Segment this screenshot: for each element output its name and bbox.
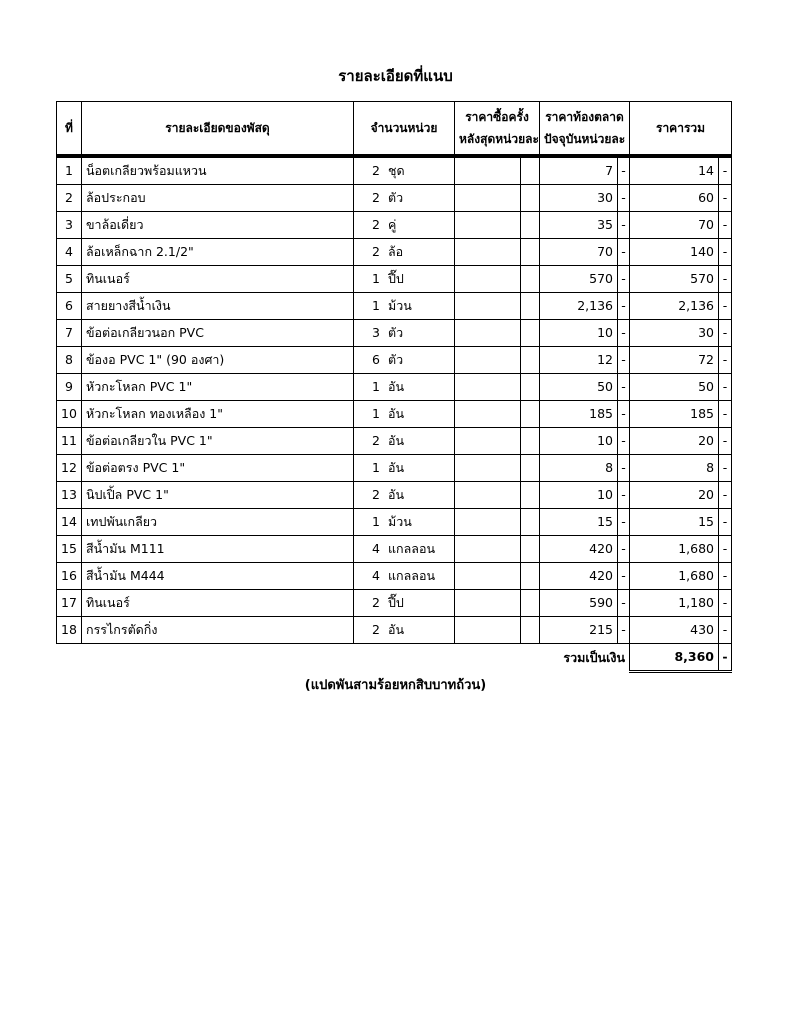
row-total-dash: -: [719, 563, 732, 590]
quantity-value: 2: [372, 487, 380, 502]
item-description: ขาล้อเดี่ยว: [82, 212, 354, 239]
quantity-unit: ม้วน: [388, 298, 412, 313]
row-total-dash: -: [719, 320, 732, 347]
quantity-unit: ปี๊ป: [388, 595, 404, 610]
item-description: สีน้ำมัน M444: [82, 563, 354, 590]
row-total-value: 140: [630, 239, 719, 266]
table-row: [57, 239, 732, 266]
item-description: เทปพันเกลียว: [82, 509, 354, 536]
table-row: [57, 374, 732, 401]
market-price-dash: -: [618, 320, 630, 347]
table-row: [57, 320, 732, 347]
row-number: 9: [57, 374, 82, 401]
market-price-value: 215: [540, 617, 618, 644]
row-total-value: 570: [630, 266, 719, 293]
market-price-dash: -: [618, 374, 630, 401]
table-row: [57, 536, 732, 563]
quantity-value: 3: [372, 325, 380, 340]
row-number: 13: [57, 482, 82, 509]
row-total-dash: -: [719, 158, 732, 185]
row-total-dash: -: [719, 455, 732, 482]
last-price-fraction: [521, 428, 540, 455]
row-total-value: 14: [630, 158, 719, 185]
row-number: 8: [57, 347, 82, 374]
market-price-dash: -: [618, 536, 630, 563]
last-price-fraction: [521, 266, 540, 293]
item-quantity: [354, 509, 455, 536]
market-price-value: 10: [540, 428, 618, 455]
row-total-value: 50: [630, 374, 719, 401]
summary-dash: -: [719, 644, 732, 672]
quantity-unit: ชุด: [388, 163, 405, 178]
row-total-dash: -: [719, 509, 732, 536]
last-price-value: [455, 347, 521, 374]
last-price-value: [455, 374, 521, 401]
last-price-value: [455, 509, 521, 536]
item-description: ข้อต่อเกลียวนอก PVC: [82, 320, 354, 347]
last-price-value: [455, 239, 521, 266]
summary-label: รวมเป็นเงิน: [563, 649, 626, 665]
item-description: ข้อต่อตรง PVC 1": [82, 455, 354, 482]
quantity-value: 2: [372, 595, 380, 610]
quantity-unit: ล้อ: [388, 244, 404, 259]
row-total-value: 20: [630, 482, 719, 509]
quantity-unit: ตัว: [388, 352, 404, 367]
row-total-dash: -: [719, 482, 732, 509]
quantity-value: 2: [372, 217, 380, 232]
last-price-value: [455, 293, 521, 320]
items-table: [56, 101, 732, 673]
market-price-dash: -: [618, 563, 630, 590]
market-price-dash: -: [618, 590, 630, 617]
row-total-dash: -: [719, 374, 732, 401]
item-quantity: [354, 239, 455, 266]
quantity-value: 2: [372, 244, 380, 259]
item-description: สายยางสีน้ำเงิน: [82, 293, 354, 320]
market-price-value: 185: [540, 401, 618, 428]
row-number: 14: [57, 509, 82, 536]
last-price-value: [455, 617, 521, 644]
last-price-fraction: [521, 563, 540, 590]
market-price-dash: -: [618, 509, 630, 536]
table-row: [57, 617, 732, 644]
quantity-unit: ปี๊ป: [388, 271, 404, 286]
row-number: 2: [57, 185, 82, 212]
market-price-dash: -: [618, 455, 630, 482]
table-row: [57, 509, 732, 536]
header-market-price-line1: ราคาท้องตลาด: [545, 110, 624, 124]
market-price-dash: -: [618, 266, 630, 293]
quantity-value: 1: [372, 514, 380, 529]
market-price-value: 30: [540, 185, 618, 212]
quantity-value: 1: [372, 379, 380, 394]
header-market-price-line2: ปัจจุบันหน่วยละ: [544, 132, 626, 146]
item-description: ข้องอ PVC 1" (90 องศา): [82, 347, 354, 374]
header-description: รายละเอียดของพัสดุ: [82, 102, 354, 156]
row-total-dash: -: [719, 536, 732, 563]
market-price-dash: -: [618, 185, 630, 212]
row-number: 6: [57, 293, 82, 320]
quantity-unit: คู่: [388, 217, 397, 232]
quantity-unit: อัน: [388, 622, 405, 637]
item-description: ทินเนอร์: [82, 266, 354, 293]
last-price-value: [455, 320, 521, 347]
last-price-fraction: [521, 536, 540, 563]
item-quantity: [354, 347, 455, 374]
quantity-unit: ม้วน: [388, 514, 412, 529]
last-price-fraction: [521, 293, 540, 320]
last-price-value: [455, 401, 521, 428]
quantity-unit: อัน: [388, 433, 405, 448]
item-description: กรรไกรตัดกิ่ง: [82, 617, 354, 644]
header-market-price: [540, 102, 630, 156]
header-row: [57, 102, 732, 156]
table-row: [57, 185, 732, 212]
quantity-unit: แกลลอน: [388, 541, 435, 556]
table-row: [57, 455, 732, 482]
row-number: 10: [57, 401, 82, 428]
row-total-value: 15: [630, 509, 719, 536]
row-total-value: 430: [630, 617, 719, 644]
row-total-dash: -: [719, 347, 732, 374]
item-description: ข้อต่อเกลียวใน PVC 1": [82, 428, 354, 455]
table-row: [57, 428, 732, 455]
header-no: ที่: [57, 102, 82, 156]
summary-total: 8,360: [630, 644, 719, 672]
last-price-fraction: [521, 482, 540, 509]
quantity-unit: อัน: [388, 487, 405, 502]
market-price-dash: -: [618, 158, 630, 185]
market-price-value: 12: [540, 347, 618, 374]
table-row: [57, 158, 732, 185]
market-price-dash: -: [618, 347, 630, 374]
item-description: สีน้ำมัน M111: [82, 536, 354, 563]
item-quantity: [354, 563, 455, 590]
item-quantity: [354, 482, 455, 509]
row-total-dash: -: [719, 239, 732, 266]
last-price-fraction: [521, 320, 540, 347]
market-price-value: 420: [540, 563, 618, 590]
last-price-value: [455, 185, 521, 212]
header-total: ราคารวม: [630, 102, 732, 156]
table-row: [57, 293, 732, 320]
item-description: หัวกะโหลก ทองเหลือง 1": [82, 401, 354, 428]
table-row: [57, 590, 732, 617]
quantity-unit: อัน: [388, 460, 405, 475]
market-price-value: 10: [540, 482, 618, 509]
market-price-value: 8: [540, 455, 618, 482]
last-price-fraction: [521, 455, 540, 482]
row-total-dash: -: [719, 293, 732, 320]
table-row: [57, 212, 732, 239]
last-price-value: [455, 455, 521, 482]
quantity-unit: อัน: [388, 379, 405, 394]
item-quantity: [354, 320, 455, 347]
item-description: หัวกะโหลก PVC 1": [82, 374, 354, 401]
last-price-fraction: [521, 617, 540, 644]
row-total-dash: -: [719, 428, 732, 455]
market-price-value: 590: [540, 590, 618, 617]
last-price-fraction: [521, 401, 540, 428]
row-total-dash: -: [719, 185, 732, 212]
summary-row: [57, 644, 732, 672]
row-total-value: 72: [630, 347, 719, 374]
item-quantity: [354, 455, 455, 482]
header-last-price: [455, 102, 540, 156]
row-number: 18: [57, 617, 82, 644]
row-number: 15: [57, 536, 82, 563]
quantity-value: 1: [372, 406, 380, 421]
row-total-value: 8: [630, 455, 719, 482]
market-price-value: 2,136: [540, 293, 618, 320]
market-price-value: 35: [540, 212, 618, 239]
table-row: [57, 482, 732, 509]
row-total-dash: -: [719, 617, 732, 644]
row-total-value: 1,680: [630, 563, 719, 590]
table-row: [57, 347, 732, 374]
quantity-unit: แกลลอน: [388, 568, 435, 583]
row-total-value: 185: [630, 401, 719, 428]
row-total-value: 60: [630, 185, 719, 212]
quantity-value: 1: [372, 298, 380, 313]
row-total-value: 1,180: [630, 590, 719, 617]
table-body: [57, 156, 732, 644]
item-description: ทินเนอร์: [82, 590, 354, 617]
last-price-fraction: [521, 509, 540, 536]
market-price-value: 7: [540, 158, 618, 185]
quantity-value: 2: [372, 163, 380, 178]
market-price-dash: -: [618, 401, 630, 428]
item-description: น็อตเกลียวพร้อมแหวน: [82, 158, 354, 185]
row-number: 3: [57, 212, 82, 239]
last-price-value: [455, 158, 521, 185]
row-total-dash: -: [719, 266, 732, 293]
row-total-dash: -: [719, 212, 732, 239]
row-number: 12: [57, 455, 82, 482]
item-description: นิปเปิ้ล PVC 1": [82, 482, 354, 509]
table-row: [57, 401, 732, 428]
last-price-fraction: [521, 185, 540, 212]
header-last-price-line1: ราคาซื้อครั้ง: [465, 110, 529, 124]
last-price-fraction: [521, 158, 540, 185]
item-quantity: [354, 401, 455, 428]
summary-body: [57, 644, 732, 672]
item-description: ล้อประกอบ: [82, 185, 354, 212]
item-quantity: [354, 617, 455, 644]
item-quantity: [354, 266, 455, 293]
market-price-value: 50: [540, 374, 618, 401]
row-number: 16: [57, 563, 82, 590]
quantity-value: 6: [372, 352, 380, 367]
table-row: [57, 266, 732, 293]
quantity-value: 4: [372, 541, 380, 556]
item-quantity: [354, 374, 455, 401]
market-price-dash: -: [618, 239, 630, 266]
row-number: 1: [57, 158, 82, 185]
row-total-dash: -: [719, 401, 732, 428]
market-price-dash: -: [618, 482, 630, 509]
last-price-fraction: [521, 347, 540, 374]
market-price-value: 420: [540, 536, 618, 563]
last-price-value: [455, 212, 521, 239]
item-quantity: [354, 293, 455, 320]
item-quantity: [354, 185, 455, 212]
last-price-fraction: [521, 374, 540, 401]
market-price-dash: -: [618, 293, 630, 320]
last-price-value: [455, 563, 521, 590]
quantity-unit: ตัว: [388, 190, 404, 205]
row-number: 17: [57, 590, 82, 617]
quantity-value: 2: [372, 190, 380, 205]
row-total-value: 2,136: [630, 293, 719, 320]
item-quantity: [354, 590, 455, 617]
quantity-value: 4: [372, 568, 380, 583]
last-price-value: [455, 590, 521, 617]
market-price-dash: -: [618, 617, 630, 644]
amount-in-words: (แปดพันสามร้อยหกสิบบาทถ้วน): [304, 678, 487, 693]
row-total-value: 1,680: [630, 536, 719, 563]
item-quantity: [354, 158, 455, 185]
quantity-value: 1: [372, 271, 380, 286]
item-description: ล้อเหล็กฉาก 2.1/2": [82, 239, 354, 266]
row-number: 5: [57, 266, 82, 293]
header-quantity: จำนวนหน่วย: [354, 102, 455, 156]
row-total-value: 20: [630, 428, 719, 455]
last-price-fraction: [521, 239, 540, 266]
item-quantity: [354, 536, 455, 563]
last-price-fraction: [521, 212, 540, 239]
header-last-price-line2: หลังสุดหน่วยละ: [459, 132, 539, 146]
quantity-value: 2: [372, 433, 380, 448]
row-total-value: 70: [630, 212, 719, 239]
last-price-fraction: [521, 590, 540, 617]
market-price-value: 70: [540, 239, 618, 266]
quantity-unit: อัน: [388, 406, 405, 421]
last-price-value: [455, 428, 521, 455]
row-number: 11: [57, 428, 82, 455]
row-total-value: 30: [630, 320, 719, 347]
market-price-value: 10: [540, 320, 618, 347]
item-quantity: [354, 212, 455, 239]
last-price-value: [455, 266, 521, 293]
last-price-value: [455, 536, 521, 563]
document-title: รายละเอียดที่แนบ: [338, 67, 453, 85]
last-price-value: [455, 482, 521, 509]
quantity-value: 2: [372, 622, 380, 637]
quantity-unit: ตัว: [388, 325, 404, 340]
market-price-value: 15: [540, 509, 618, 536]
row-number: 7: [57, 320, 82, 347]
row-total-dash: -: [719, 590, 732, 617]
market-price-value: 570: [540, 266, 618, 293]
quantity-value: 1: [372, 460, 380, 475]
market-price-dash: -: [618, 212, 630, 239]
row-number: 4: [57, 239, 82, 266]
market-price-dash: -: [618, 428, 630, 455]
table-row: [57, 563, 732, 590]
item-quantity: [354, 428, 455, 455]
